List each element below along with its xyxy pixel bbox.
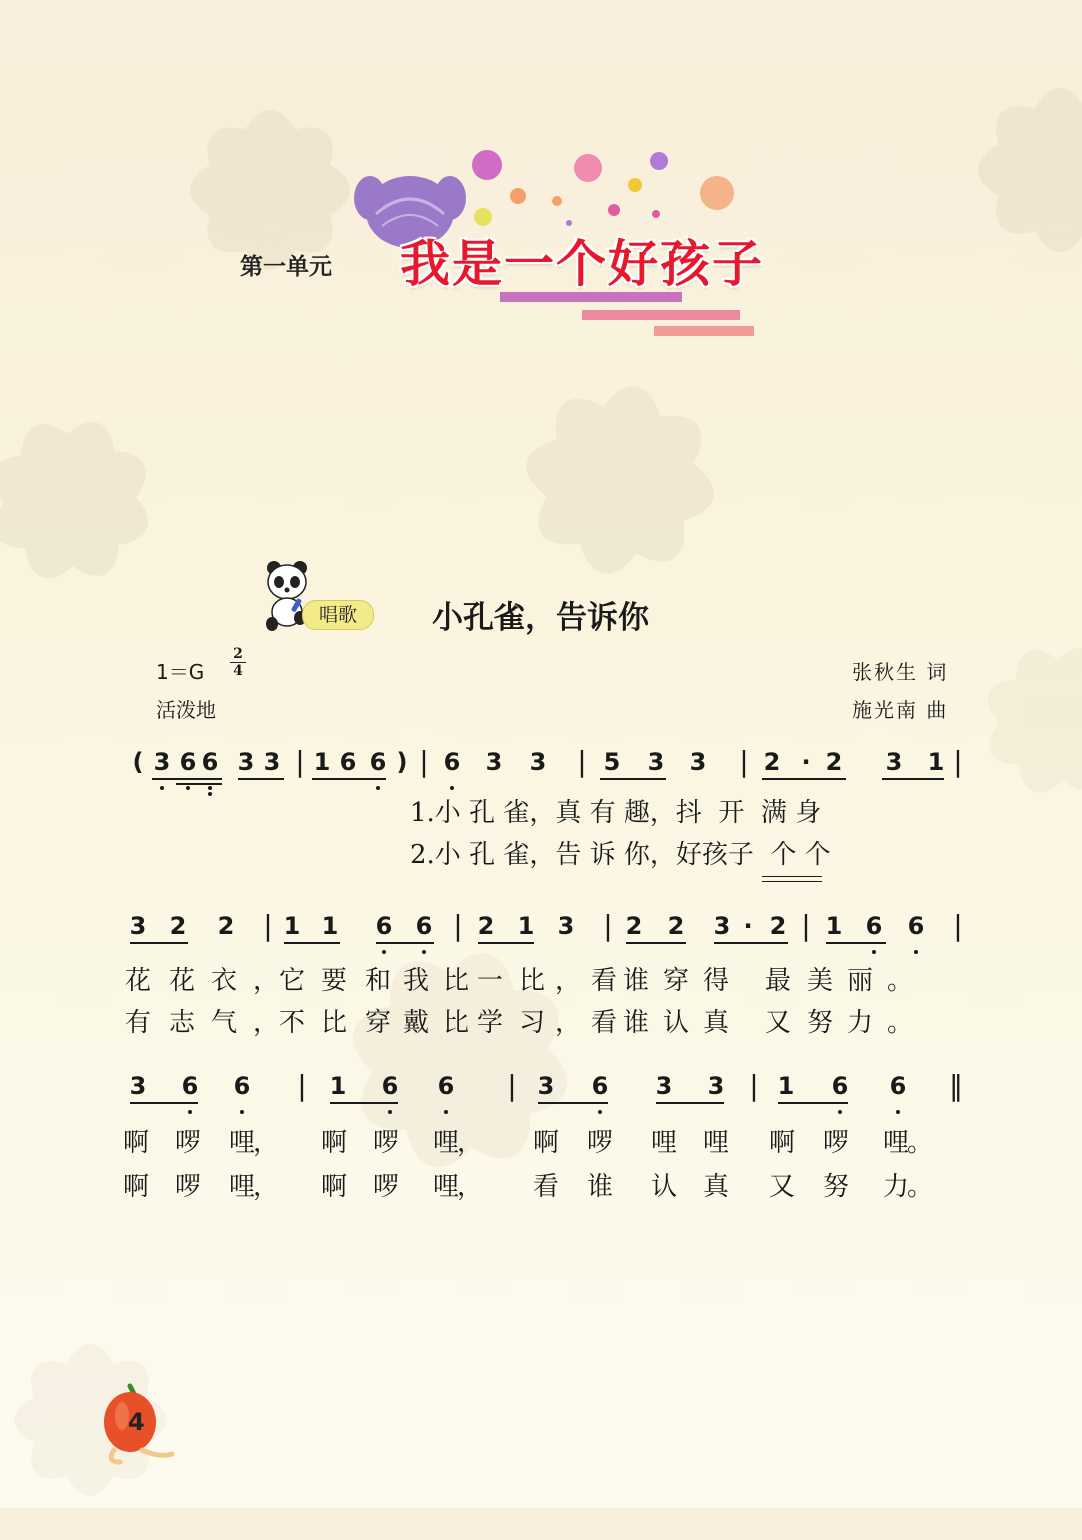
note: 6 <box>201 748 219 776</box>
octave-dot <box>422 950 426 954</box>
time-signature-top: 2 <box>233 646 243 662</box>
octave-dot <box>208 792 212 796</box>
note: 3 <box>129 912 147 940</box>
beam-underline <box>130 1102 198 1104</box>
note: 3 <box>263 748 281 776</box>
octave-dot <box>188 1110 192 1114</box>
note: 6 <box>889 1072 907 1100</box>
note: 3 <box>153 748 171 776</box>
note: 3 <box>529 748 547 776</box>
note: 1 <box>517 912 535 940</box>
barline: | <box>263 909 273 942</box>
beam-underline <box>478 942 534 944</box>
lyric-syllable: 哩 <box>702 1128 730 1158</box>
note: 3 <box>713 912 731 940</box>
note: 6 <box>233 1072 251 1100</box>
octave-dot <box>872 950 876 954</box>
note: 3 <box>129 1072 147 1100</box>
octave-dot <box>896 1110 900 1114</box>
octave-dot <box>240 1110 244 1114</box>
lyric-syllable: 啰 <box>822 1128 850 1158</box>
lyric-syllable: ， <box>252 966 280 996</box>
lyric-syllable: 一 <box>476 966 504 996</box>
lyric-slur-underline <box>762 876 822 877</box>
note: 6 <box>831 1072 849 1100</box>
lyric-syllable: 穿 <box>364 1008 392 1038</box>
decorative-dot <box>608 204 620 216</box>
note: 1 <box>329 1072 347 1100</box>
note: 2 <box>477 912 495 940</box>
lyric-syllable: 啰 <box>372 1128 400 1158</box>
barline: | <box>507 1069 517 1102</box>
bracket: ( <box>132 748 144 776</box>
octave-dot <box>598 1110 602 1114</box>
note: 6 <box>181 1072 199 1100</box>
lyric-syllable: ， <box>252 1172 280 1202</box>
octave-dot <box>382 950 386 954</box>
page-number: 4 <box>128 1408 145 1436</box>
note: 6 <box>907 912 925 940</box>
note: 6 <box>381 1072 399 1100</box>
note: 1 <box>927 748 945 776</box>
lyric-syllable: 花 <box>124 966 152 996</box>
beam-underline <box>284 942 340 944</box>
note: 3 <box>647 748 665 776</box>
lyric-syllable: 努 <box>822 1172 850 1202</box>
octave-dot <box>388 1110 392 1114</box>
lyric-syllable: 谁 <box>622 966 650 996</box>
barline: | <box>603 909 613 942</box>
octave-dot <box>376 786 380 790</box>
lyric-syllable: ， <box>554 966 582 996</box>
lyric-syllable: 啰 <box>372 1172 400 1202</box>
lyric-syllable: 得 <box>702 966 730 996</box>
lyric-syllable: 力 <box>882 1172 910 1202</box>
note: 3 <box>237 748 255 776</box>
barline: | <box>953 745 963 778</box>
barline: ‖ <box>949 1069 963 1102</box>
lyric-slur-underline <box>762 881 822 882</box>
lyric-syllable: 我 <box>402 966 430 996</box>
beam-underline <box>600 778 666 780</box>
barline: | <box>419 745 429 778</box>
lyric-syllable: 和 <box>364 966 392 996</box>
note: 3 <box>655 1072 673 1100</box>
title-underline-bar <box>654 326 754 336</box>
lyric-syllable: ， <box>252 1008 280 1038</box>
lyric-syllable: 啊 <box>320 1172 348 1202</box>
lyric-syllable: 啊 <box>320 1128 348 1158</box>
decorative-dot <box>652 210 660 218</box>
octave-dot <box>186 786 190 790</box>
unit-title: 我是一个好孩子 <box>400 235 764 293</box>
lyric-syllable: 志 <box>168 1008 196 1038</box>
beam-underline <box>312 778 386 780</box>
note: 6 <box>339 748 357 776</box>
lyric-syllable: 认 <box>662 1008 690 1038</box>
octave-dot <box>450 786 454 790</box>
lyric-syllable: 哩 <box>228 1128 256 1158</box>
barline: | <box>953 909 963 942</box>
lyric-syllable: 比 <box>320 1008 348 1038</box>
beam-underline <box>778 1102 848 1104</box>
lyric-syllable: 。 <box>886 966 914 996</box>
note: 6 <box>415 912 433 940</box>
note: 2 <box>169 912 187 940</box>
note: 1 <box>777 1072 795 1100</box>
note: 5 <box>603 748 621 776</box>
note: 1 <box>313 748 331 776</box>
lyric-syllable: 啊 <box>122 1172 150 1202</box>
lyric-syllable: 又 <box>764 1008 792 1038</box>
dotted-note-dot: · <box>743 912 753 940</box>
lyric-syllable: ， <box>252 1128 280 1158</box>
lyric-syllable: 啰 <box>174 1172 202 1202</box>
lyric-syllable: 又 <box>768 1172 796 1202</box>
lyric-syllable: 啊 <box>532 1128 560 1158</box>
decorative-dot <box>574 154 602 182</box>
lyric-syllable: 戴 <box>402 1008 430 1038</box>
lyric-syllable: 。 <box>886 1008 914 1038</box>
unit-label: 第一单元 <box>240 254 332 280</box>
note: 2 <box>769 912 787 940</box>
barline: | <box>295 745 305 778</box>
lyric-syllable: 。 <box>906 1128 934 1158</box>
beam-underline <box>882 778 944 780</box>
beam-underline <box>130 942 188 944</box>
note: 3 <box>707 1072 725 1100</box>
octave-dot <box>208 786 212 790</box>
lyric-syllable: 哩 <box>650 1128 678 1158</box>
notation-line-1 <box>0 745 1082 898</box>
note: 2 <box>825 748 843 776</box>
section-tag: 唱歌 <box>302 600 374 630</box>
lyric-syllable: 认 <box>650 1172 678 1202</box>
lyric-syllable: 穿 <box>662 966 690 996</box>
octave-dot <box>914 950 918 954</box>
note: 6 <box>865 912 883 940</box>
note: 6 <box>437 1072 455 1100</box>
dotted-note-dot: · <box>801 748 811 776</box>
lyric-syllable: 哩 <box>432 1128 460 1158</box>
notation-line-3 <box>0 1069 1082 1212</box>
beam-underline <box>330 1102 398 1104</box>
lyric-syllable: 比 <box>518 966 546 996</box>
octave-dot <box>160 786 164 790</box>
tempo-marking: 活泼地 <box>156 698 216 722</box>
beam-underline <box>176 783 222 785</box>
decorative-dot <box>552 196 562 206</box>
barline: | <box>749 1069 759 1102</box>
lyric-syllable: 看 <box>590 966 618 996</box>
note: 3 <box>537 1072 555 1100</box>
beam-underline <box>826 942 886 944</box>
notation-line-2 <box>0 909 1082 1052</box>
title-underline-bar <box>582 310 740 320</box>
key-signature: 1＝G <box>156 660 205 684</box>
note: 6 <box>591 1072 609 1100</box>
beam-underline <box>762 778 846 780</box>
lyric-syllable: 习 <box>518 1008 546 1038</box>
background-flower-icon <box>0 370 200 630</box>
time-signature-bottom: 4 <box>230 662 246 679</box>
decorative-dot <box>472 150 502 180</box>
note: 1 <box>825 912 843 940</box>
note: 2 <box>625 912 643 940</box>
lyric-syllable: 要 <box>320 966 348 996</box>
lyric-syllable: 真 <box>702 1172 730 1202</box>
beam-underline <box>376 942 434 944</box>
note: 6 <box>375 912 393 940</box>
decorative-dot <box>650 152 668 170</box>
note: 2 <box>667 912 685 940</box>
lyric-syllable: 看 <box>590 1008 618 1038</box>
decorative-dot <box>628 178 642 192</box>
lyric-syllable: 力 <box>846 1008 874 1038</box>
barline: | <box>453 909 463 942</box>
barline: | <box>297 1069 307 1102</box>
lyric-syllable: 学 <box>476 1008 504 1038</box>
lyric-syllable: 。 <box>906 1172 934 1202</box>
bracket: ) <box>396 748 408 776</box>
lyric-syllable: 啊 <box>768 1128 796 1158</box>
lyrics-verse-2: 2.小 孔 雀，告 诉 你，好孩子 个 个 <box>410 840 831 870</box>
background-flower-icon <box>930 40 1082 300</box>
lyric-syllable: 比 <box>442 1008 470 1038</box>
lyric-syllable: 啰 <box>586 1128 614 1158</box>
lyric-syllable: 它 <box>278 966 306 996</box>
lyricist-credit: 张秋生 词 <box>852 660 949 684</box>
barline: | <box>577 745 587 778</box>
note: 3 <box>885 748 903 776</box>
octave-dot <box>838 1110 842 1114</box>
decorative-dot <box>510 188 526 204</box>
lyric-syllable: 花 <box>168 966 196 996</box>
time-signature <box>230 646 246 679</box>
lyric-syllable: 努 <box>806 1008 834 1038</box>
lyric-syllable: 丽 <box>846 966 874 996</box>
lyric-syllable: 气 <box>210 1008 238 1038</box>
note: 6 <box>369 748 387 776</box>
lyric-syllable: 谁 <box>586 1172 614 1202</box>
beam-underline <box>714 942 788 944</box>
note: 3 <box>689 748 707 776</box>
barline: | <box>739 745 749 778</box>
beam-underline <box>656 1102 724 1104</box>
background-flower-icon <box>470 330 770 630</box>
lyric-syllable: 美 <box>806 966 834 996</box>
lyric-syllable: ， <box>456 1172 484 1202</box>
octave-dot <box>444 1110 448 1114</box>
lyric-syllable: 看 <box>532 1172 560 1202</box>
decorative-dot <box>700 176 734 210</box>
beam-underline <box>626 942 686 944</box>
lyric-syllable: 啰 <box>174 1128 202 1158</box>
note: 1 <box>321 912 339 940</box>
lyric-syllable: 不 <box>278 1008 306 1038</box>
lyric-syllable: 哩 <box>228 1172 256 1202</box>
composer-credit: 施光南 曲 <box>852 698 949 722</box>
lyric-syllable: 最 <box>764 966 792 996</box>
beam-underline <box>152 778 222 780</box>
note: 1 <box>283 912 301 940</box>
lyric-syllable: 真 <box>702 1008 730 1038</box>
lyric-syllable: 衣 <box>210 966 238 996</box>
lyric-syllable: 哩 <box>432 1172 460 1202</box>
note: 6 <box>179 748 197 776</box>
lyric-syllable: 谁 <box>622 1008 650 1038</box>
lyric-syllable: 哩 <box>882 1128 910 1158</box>
lyrics-verse-1: 1.小 孔 雀，真 有 趣，抖 开 满 身 <box>410 798 822 828</box>
beam-underline <box>538 1102 608 1104</box>
lyric-syllable: ， <box>554 1008 582 1038</box>
lyric-syllable: ， <box>456 1128 484 1158</box>
note: 3 <box>557 912 575 940</box>
note: 3 <box>485 748 503 776</box>
song-title: 小孔雀，告诉你 <box>432 600 649 636</box>
barline: | <box>801 909 811 942</box>
note: 2 <box>763 748 781 776</box>
note: 6 <box>443 748 461 776</box>
note: 2 <box>217 912 235 940</box>
lyric-syllable: 有 <box>124 1008 152 1038</box>
beam-underline <box>238 778 284 780</box>
lyric-syllable: 比 <box>442 966 470 996</box>
lyric-syllable: 啊 <box>122 1128 150 1158</box>
